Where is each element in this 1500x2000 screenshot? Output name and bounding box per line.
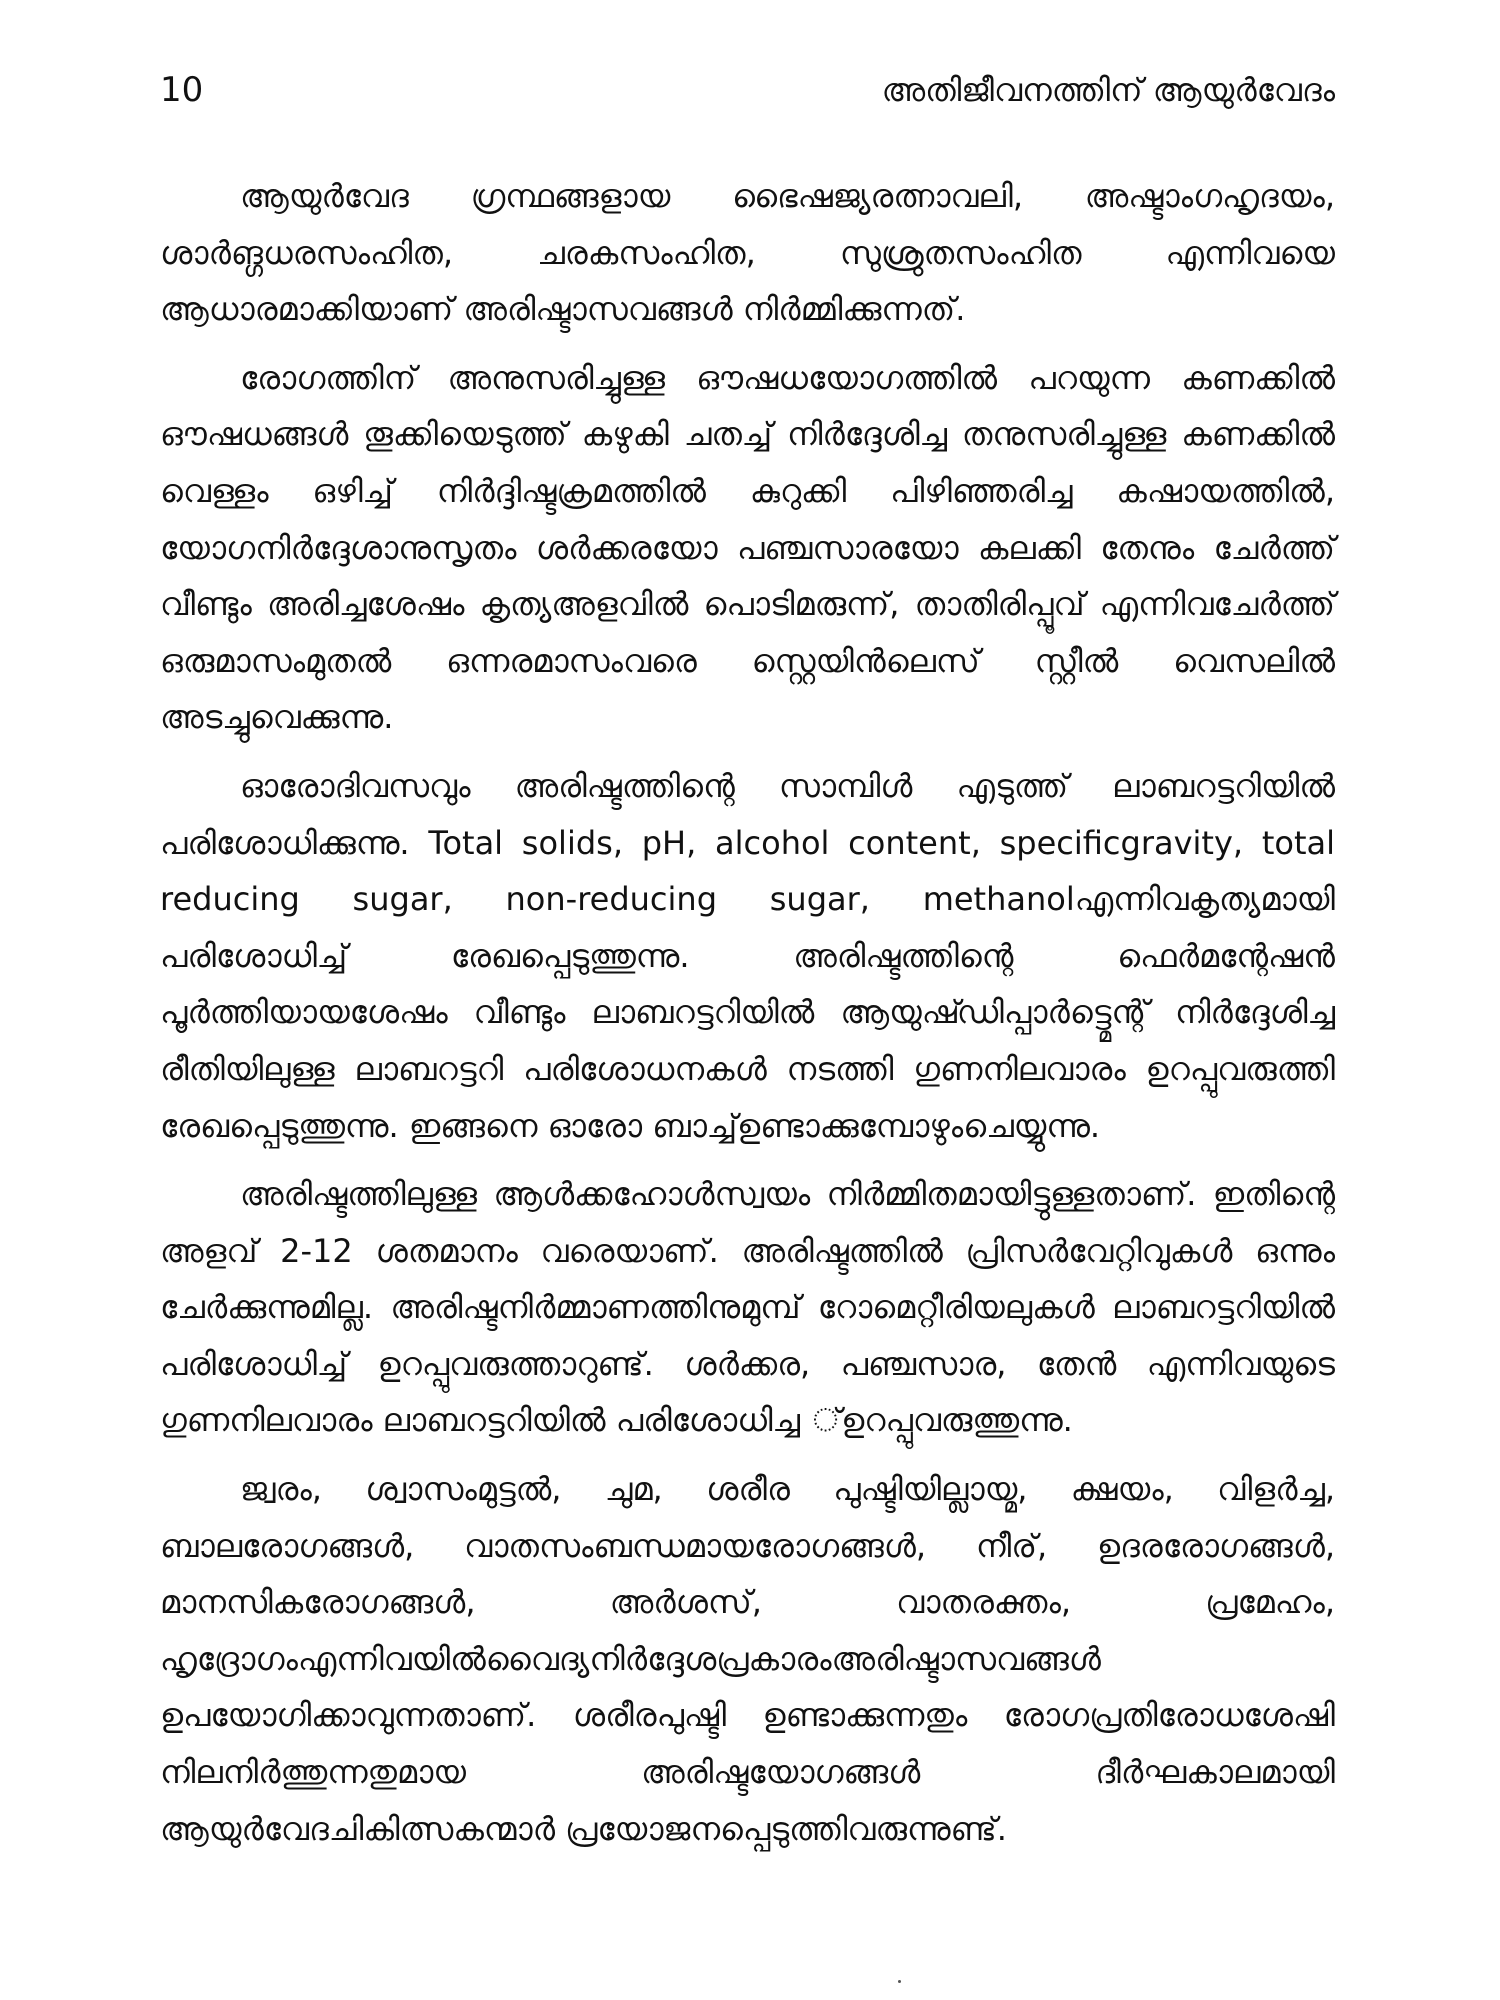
paragraph: ഓരോദിവസവും അരിഷ്ടത്തിന്റെ സാമ്പിൾ എടുത്ത് ലാബറട്ടറിയിൽ പരിശോധിക്കുന്നു. Total solids, pH, alcohol content, specificgravity, total reducing sugar, non-reducing sugar, methanolഎന്നിവകൃത്യമായി പരിശോധിച്ച് രേഖപ്പെടുത്തുന്നു. അരിഷ്ടത്തിന്റെ ഫെർമന്റേഷൻ പൂർത്തിയായശേഷം വീണ്ടും ലാബറട്ടറിയിൽ ആയുഷ്ഡിപ്പാർട്ട്മെന്റ് നിർദ്ദേശിച്ച രീതിയിലുള്ള ലാബറട്ടറി പരിശോധനകൾ നടത്തി ഗുണനിലവാരം ഉറപ്പുവരുത്തി രേഖപ്പെടുത്തുന്നു. ഇങ്ങനെ ഓരോ ബാച്ച്ഉണ്ടാക്കുമ്പോഴുംചെയ്യുന്നു.: [160, 766, 1335, 1145]
paragraph: ആയുർവേദ ഗ്രന്ഥങ്ങളായ ഭൈഷജ്യരത്നാവലി, അഷ്ടാംഗഹൃദയം, ശാർങ്ഗധരസംഹിത, ചരകസംഹിത, സുശ്രുതസംഹിത എന്നിവയെ ആധാരമാക്കിയാണ് അരിഷ്ടാസവങ്ങൾ നിർമ്മിക്കുന്നത്.: [160, 177, 1335, 329]
paragraph: ജ്വരം, ശ്വാസംമുട്ടൽ, ചുമ, ശരീര പുഷ്ടിയില്ലായ്മ, ക്ഷയം, വിളർച്ച, ബാലരോഗങ്ങൾ, വാതസംബന്ധമായരോഗങ്ങൾ, നീര്, ഉദരരോഗങ്ങൾ, മാനസികരോഗങ്ങൾ, അർശസ്, വാതരക്തം, പ്രമേഹം, ഹൃദ്രോഗംഎന്നിവയിൽവൈദ്യനിർദ്ദേശപ്രകാരംഅരിഷ്ടാസവങ്ങൾ ഉപയോഗിക്കാവുന്നതാണ്. ശരീരപുഷ്ടി ഉണ്ടാക്കുന്നതും രോഗപ്രതിരോധശേഷി നിലനിർത്തുന്നതുമായ അരിഷ്ടയോഗങ്ങൾ ദീർഘകാലമായി ആയുർവേദചികിത്സകന്മാർ പ്രയോജനപ്പെടുത്തിവരുന്നുണ്ട്.: [160, 1470, 1335, 1848]
paragraph: അരിഷ്ടത്തിലുള്ള ആൾക്കഹോൾസ്വയം നിർമ്മിതമായിട്ടുള്ളതാണ്. ഇതിന്റെ അളവ് 2-12 ശതമാനം വരെയാണ്. അരിഷ്ടത്തിൽ പ്രിസർവേറ്റിവുകൾ ഒന്നും ചേർക്കുന്നുമില്ല. അരിഷ്ടനിർമ്മാണത്തിനുമുമ്പ് റോമെറ്റീരിയലുകൾ ലാബറട്ടറിയിൽ പരിശോധിച്ച് ഉറപ്പുവരുത്താറുണ്ട്. ശർക്കര, പഞ്ചസാര, തേൻ എന്നിവയുടെ ഗുണനിലവാരം ലാബറട്ടറിയിൽ പരിശോധിച്ച ്ഉറപ്പുവരുത്തുന്നു.: [160, 1175, 1335, 1440]
page-number: 10: [160, 70, 204, 110]
body-text: [160, 168, 1335, 1869]
running-title: അതിജീവനത്തിന് ആയുർവേദം: [881, 71, 1335, 109]
print-speck: [898, 1980, 901, 1983]
paragraph: രോഗത്തിന് അനുസരിച്ചുള്ള ഔഷധയോഗത്തിൽ പറയുന്ന കണക്കിൽ ഔഷധങ്ങൾ തൂക്കിയെടുത്ത് കഴുകി ചതച്ച് നിർദ്ദേശിച്ച തനുസരിച്ചുള്ള കണക്കിൽ വെള്ളം ഒഴിച്ച് നിർദ്ദിഷ്ടക്രമത്തിൽ കുറുക്കി പിഴിഞ്ഞരിച്ച കഷായത്തിൽ, യോഗനിർദ്ദേശാനുസൃതം ശർക്കരയോ പഞ്ചസാരയോ കലക്കി തേനും ചേർത്ത് വീണ്ടും അരിച്ചശേഷം കൃത്യഅളവിൽ പൊടിമരുന്ന്, താതിരിപ്പൂവ് എന്നിവചേർത്ത് ഒരുമാസംമുതൽ ഒന്നരമാസംവരെ സ്റ്റെയിൻലെസ് സ്റ്റീൽ വെസലിൽ അടച്ചുവെക്കുന്നു.: [160, 358, 1335, 737]
page-header: [160, 62, 1335, 118]
